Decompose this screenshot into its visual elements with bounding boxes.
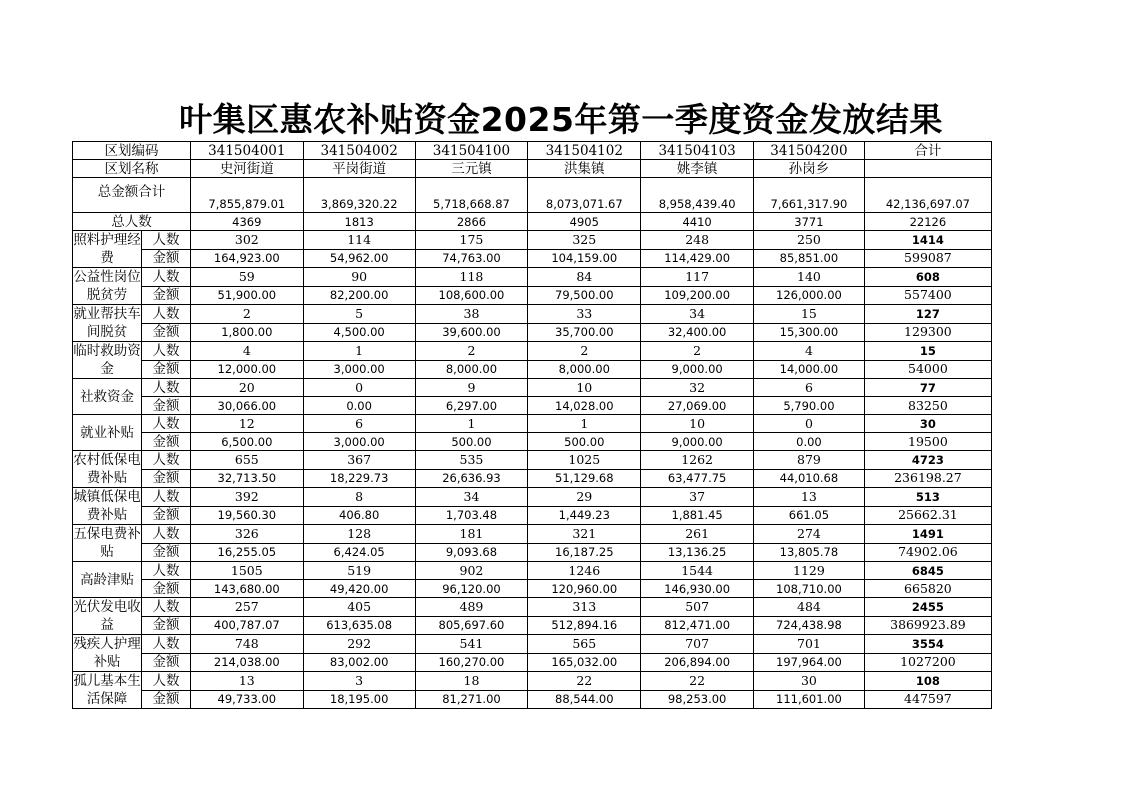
category-amount-row — [73, 690, 992, 709]
amount-cell: 30,066.00 — [190, 397, 303, 415]
amount-cell: 8,000.00 — [528, 360, 641, 379]
amount-cell: 9,000.00 — [641, 433, 754, 451]
category-amount-row — [73, 249, 992, 268]
people-cell: 489 — [415, 598, 528, 617]
people-cell: 2 — [641, 342, 754, 361]
amount-cell: 12,000.00 — [190, 360, 303, 379]
code-cell: 341504001 — [190, 142, 303, 160]
people-cell: 1025 — [528, 451, 641, 470]
people-total-cell: 30 — [864, 415, 991, 433]
people-cell: 13 — [754, 488, 865, 507]
category-name: 就业补贴 — [73, 415, 142, 451]
people-total-cell: 513 — [864, 488, 991, 507]
amount-cell: 49,420.00 — [303, 580, 415, 598]
amount-cell: 83,002.00 — [303, 653, 415, 672]
category-people-row — [73, 305, 992, 324]
total-people-cell: 22126 — [864, 213, 991, 231]
total-amount-cell: 8,073,071.67 — [528, 178, 641, 213]
people-cell: 3 — [303, 672, 415, 691]
category-name: 残疾人护理补贴 — [73, 636, 141, 670]
subsidy-results-table — [72, 141, 992, 709]
category-people-row — [73, 525, 992, 544]
people-cell: 33 — [528, 305, 641, 324]
amount-cell: 0.00 — [754, 433, 865, 451]
people-cell: 10 — [641, 415, 754, 433]
total-amount-cell: 3,869,320.22 — [303, 178, 415, 213]
amount-cell: 197,964.00 — [754, 653, 865, 672]
total-people-cell: 2866 — [415, 213, 528, 231]
amount-cell: 9,000.00 — [641, 360, 754, 379]
amount-cell: 3,000.00 — [303, 360, 415, 379]
amount-cell: 214,038.00 — [190, 653, 303, 672]
category-name: 五保电费补贴 — [73, 526, 141, 560]
amount-cell: 120,960.00 — [528, 580, 641, 598]
people-cell: 292 — [303, 635, 415, 654]
amount-label: 金额 — [142, 360, 191, 379]
amount-total-cell: 447597 — [864, 690, 991, 709]
people-cell: 879 — [754, 451, 865, 470]
amount-cell: 805,697.60 — [415, 616, 528, 635]
people-cell: 902 — [415, 562, 528, 580]
people-label: 人数 — [142, 488, 191, 507]
people-cell: 507 — [641, 598, 754, 617]
amount-total-cell: 74902.06 — [864, 543, 991, 562]
people-cell: 1129 — [754, 562, 865, 580]
people-label: 人数 — [142, 672, 191, 691]
amount-cell: 109,200.00 — [641, 286, 754, 305]
amount-total-cell: 129300 — [864, 323, 991, 342]
amount-label: 金额 — [142, 323, 191, 342]
people-label: 人数 — [142, 598, 191, 617]
people-cell: 90 — [303, 268, 415, 287]
amount-total-cell: 3869923.89 — [864, 616, 991, 635]
amount-cell: 406.80 — [303, 506, 415, 525]
people-cell: 2 — [528, 342, 641, 361]
people-cell: 1505 — [190, 562, 303, 580]
amount-cell: 1,800.00 — [190, 323, 303, 342]
total-amount-cell: 8,958,439.40 — [641, 178, 754, 213]
people-cell: 9 — [415, 379, 528, 397]
people-cell: 1 — [415, 415, 528, 433]
amount-cell: 32,713.50 — [190, 469, 303, 488]
people-label: 人数 — [142, 415, 191, 433]
amount-cell: 108,710.00 — [754, 580, 865, 598]
people-cell: 18 — [415, 672, 528, 691]
total-people-label: 总人数 — [73, 213, 191, 231]
amount-cell: 39,600.00 — [415, 323, 528, 342]
total-people-row — [73, 213, 992, 231]
amount-total-cell: 54000 — [864, 360, 991, 379]
people-total-cell: 15 — [864, 342, 991, 361]
people-cell: 748 — [190, 635, 303, 654]
people-total-cell: 108 — [864, 672, 991, 691]
amount-cell: 661.05 — [754, 506, 865, 525]
people-cell: 13 — [190, 672, 303, 691]
people-cell: 5 — [303, 305, 415, 324]
amount-cell: 88,544.00 — [528, 690, 641, 709]
amount-cell: 74,763.00 — [415, 249, 528, 268]
amount-cell: 51,129.68 — [528, 469, 641, 488]
category-name: 临时救助资金 — [73, 343, 141, 377]
people-cell: 140 — [754, 268, 865, 287]
amount-cell: 54,962.00 — [303, 249, 415, 268]
amount-cell: 512,894.16 — [528, 616, 641, 635]
people-cell: 6 — [754, 379, 865, 397]
amount-label: 金额 — [142, 616, 191, 635]
people-label: 人数 — [142, 451, 191, 470]
amount-cell: 500.00 — [415, 433, 528, 451]
amount-cell: 81,271.00 — [415, 690, 528, 709]
people-total-cell: 1491 — [864, 525, 991, 544]
amount-cell: 0.00 — [303, 397, 415, 415]
amount-cell: 400,787.07 — [190, 616, 303, 635]
amount-total-cell: 1027200 — [864, 653, 991, 672]
category-name: 高龄津贴 — [73, 562, 142, 598]
amount-label: 金额 — [142, 286, 191, 305]
amount-total-cell: 83250 — [864, 397, 991, 415]
amount-cell: 16,187.25 — [528, 543, 641, 562]
amount-cell: 1,881.45 — [641, 506, 754, 525]
people-cell: 367 — [303, 451, 415, 470]
amount-total-cell: 665820 — [864, 580, 991, 598]
people-cell: 117 — [641, 268, 754, 287]
amount-cell: 79,500.00 — [528, 286, 641, 305]
amount-label: 金额 — [142, 506, 191, 525]
people-cell: 1 — [303, 342, 415, 361]
people-cell: 1 — [528, 415, 641, 433]
people-cell: 22 — [528, 672, 641, 691]
name-cell: 孙岗乡 — [754, 160, 865, 178]
amount-cell: 5,790.00 — [754, 397, 865, 415]
category-people-row — [73, 342, 992, 361]
category-people-row — [73, 672, 992, 691]
category-people-row — [73, 488, 992, 507]
category-people-row — [73, 415, 992, 433]
people-cell: 2 — [415, 342, 528, 361]
people-cell: 4 — [190, 342, 303, 361]
amount-cell: 104,159.00 — [528, 249, 641, 268]
category-amount-row — [73, 360, 992, 379]
people-cell: 37 — [641, 488, 754, 507]
amount-cell: 108,600.00 — [415, 286, 528, 305]
total-header-cell: 合计 — [864, 142, 991, 160]
total-people-cell: 4369 — [190, 213, 303, 231]
amount-label: 金额 — [142, 397, 191, 415]
amount-cell: 6,500.00 — [190, 433, 303, 451]
name-row — [73, 160, 992, 178]
category-amount-row — [73, 580, 992, 598]
amount-cell: 14,000.00 — [754, 360, 865, 379]
total-people-cell: 1813 — [303, 213, 415, 231]
people-cell: 261 — [641, 525, 754, 544]
people-cell: 114 — [303, 231, 415, 250]
name-cell: 三元镇 — [415, 160, 528, 178]
people-label: 人数 — [142, 268, 191, 287]
page-title: 叶集区惠农补贴资金2025年第一季度资金发放结果 — [179, 100, 943, 139]
people-cell: 20 — [190, 379, 303, 397]
people-cell: 325 — [528, 231, 641, 250]
amount-cell: 18,195.00 — [303, 690, 415, 709]
people-cell: 6 — [303, 415, 415, 433]
name-cell — [864, 160, 991, 178]
category-amount-row — [73, 653, 992, 672]
people-cell: 32 — [641, 379, 754, 397]
people-cell: 8 — [303, 488, 415, 507]
people-cell: 29 — [528, 488, 641, 507]
people-cell: 405 — [303, 598, 415, 617]
people-cell: 701 — [754, 635, 865, 654]
people-cell: 10 — [528, 379, 641, 397]
category-amount-row — [73, 543, 992, 562]
category-name: 社救资金 — [73, 379, 142, 415]
name-cell: 平岗街道 — [303, 160, 415, 178]
amount-cell: 18,229.73 — [303, 469, 415, 488]
people-cell: 313 — [528, 598, 641, 617]
people-cell: 175 — [415, 231, 528, 250]
people-cell: 1544 — [641, 562, 754, 580]
amount-cell: 164,923.00 — [190, 249, 303, 268]
amount-label: 金额 — [142, 433, 191, 451]
name-cell: 洪集镇 — [528, 160, 641, 178]
category-people-row — [73, 451, 992, 470]
code-cell: 341504200 — [754, 142, 865, 160]
people-cell: 541 — [415, 635, 528, 654]
total-amount-cell: 5,718,668.87 — [415, 178, 528, 213]
amount-label: 金额 — [142, 580, 191, 598]
category-people-row — [73, 598, 992, 617]
amount-cell: 3,000.00 — [303, 433, 415, 451]
people-label: 人数 — [142, 305, 191, 324]
amount-cell: 1,449.23 — [528, 506, 641, 525]
category-name: 农村低保电费补贴 — [73, 452, 141, 486]
amount-cell: 27,069.00 — [641, 397, 754, 415]
total-amount-cell: 42,136,697.07 — [864, 178, 991, 213]
amount-cell: 812,471.00 — [641, 616, 754, 635]
amount-label: 金额 — [142, 249, 191, 268]
category-amount-row — [73, 469, 992, 488]
people-cell: 181 — [415, 525, 528, 544]
name-label: 区划名称 — [73, 160, 191, 178]
total-amount-label: 总金额合计 — [73, 178, 191, 213]
people-cell: 34 — [641, 305, 754, 324]
people-cell: 274 — [754, 525, 865, 544]
amount-cell: 206,894.00 — [641, 653, 754, 672]
people-cell: 302 — [190, 231, 303, 250]
category-people-row — [73, 231, 992, 250]
amount-cell: 9,093.68 — [415, 543, 528, 562]
amount-cell: 143,680.00 — [190, 580, 303, 598]
category-people-row — [73, 379, 992, 397]
amount-cell: 6,297.00 — [415, 397, 528, 415]
amount-total-cell: 557400 — [864, 286, 991, 305]
people-cell: 707 — [641, 635, 754, 654]
people-cell: 15 — [754, 305, 865, 324]
amount-cell: 13,805.78 — [754, 543, 865, 562]
category-name: 城镇低保电费补贴 — [73, 489, 141, 523]
amount-total-cell: 19500 — [864, 433, 991, 451]
total-people-cell: 4410 — [641, 213, 754, 231]
people-cell: 1246 — [528, 562, 641, 580]
amount-cell: 26,636.93 — [415, 469, 528, 488]
amount-cell: 19,560.30 — [190, 506, 303, 525]
people-cell: 0 — [303, 379, 415, 397]
amount-cell: 82,200.00 — [303, 286, 415, 305]
amount-cell: 96,120.00 — [415, 580, 528, 598]
code-cell: 341504002 — [303, 142, 415, 160]
people-cell: 326 — [190, 525, 303, 544]
amount-cell: 35,700.00 — [528, 323, 641, 342]
code-cell: 341504100 — [415, 142, 528, 160]
category-amount-row — [73, 323, 992, 342]
category-amount-row — [73, 397, 992, 415]
category-amount-row — [73, 433, 992, 451]
total-people-cell: 4905 — [528, 213, 641, 231]
people-cell: 4 — [754, 342, 865, 361]
people-total-cell: 6845 — [864, 562, 991, 580]
amount-cell: 8,000.00 — [415, 360, 528, 379]
people-total-cell: 77 — [864, 379, 991, 397]
category-name: 孤儿基本生活保障 — [73, 673, 141, 707]
code-cell: 341504103 — [641, 142, 754, 160]
people-cell: 22 — [641, 672, 754, 691]
total-amount-cell: 7,661,317.90 — [754, 178, 865, 213]
amount-cell: 85,851.00 — [754, 249, 865, 268]
people-cell: 84 — [528, 268, 641, 287]
people-cell: 118 — [415, 268, 528, 287]
people-cell: 321 — [528, 525, 641, 544]
category-people-row — [73, 268, 992, 287]
amount-cell: 114,429.00 — [641, 249, 754, 268]
people-cell: 30 — [754, 672, 865, 691]
people-cell: 12 — [190, 415, 303, 433]
people-cell: 655 — [190, 451, 303, 470]
total-amount-row — [73, 178, 992, 213]
people-total-cell: 3554 — [864, 635, 991, 654]
category-name: 就业帮扶车间脱贫 — [73, 306, 141, 340]
people-cell: 128 — [303, 525, 415, 544]
people-cell: 0 — [754, 415, 865, 433]
people-cell: 2 — [190, 305, 303, 324]
amount-cell: 14,028.00 — [528, 397, 641, 415]
amount-label: 金额 — [142, 469, 191, 488]
amount-cell: 1,703.48 — [415, 506, 528, 525]
amount-cell: 16,255.05 — [190, 543, 303, 562]
people-cell: 257 — [190, 598, 303, 617]
category-name: 光伏发电收益 — [73, 599, 141, 633]
amount-cell: 500.00 — [528, 433, 641, 451]
amount-cell: 146,930.00 — [641, 580, 754, 598]
people-cell: 248 — [641, 231, 754, 250]
people-cell: 34 — [415, 488, 528, 507]
code-row — [73, 142, 992, 160]
amount-cell: 32,400.00 — [641, 323, 754, 342]
code-label: 区划编码 — [73, 142, 191, 160]
amount-cell: 63,477.75 — [641, 469, 754, 488]
amount-cell: 15,300.00 — [754, 323, 865, 342]
amount-total-cell: 599087 — [864, 249, 991, 268]
people-label: 人数 — [142, 525, 191, 544]
amount-total-cell: 236198.27 — [864, 469, 991, 488]
category-people-row — [73, 562, 992, 580]
amount-label: 金额 — [142, 543, 191, 562]
people-cell: 519 — [303, 562, 415, 580]
amount-cell: 4,500.00 — [303, 323, 415, 342]
amount-cell: 51,900.00 — [190, 286, 303, 305]
people-cell: 250 — [754, 231, 865, 250]
amount-label: 金额 — [142, 653, 191, 672]
people-total-cell: 608 — [864, 268, 991, 287]
people-cell: 38 — [415, 305, 528, 324]
people-label: 人数 — [142, 562, 191, 580]
people-cell: 1262 — [641, 451, 754, 470]
amount-cell: 160,270.00 — [415, 653, 528, 672]
people-label: 人数 — [142, 379, 191, 397]
people-label: 人数 — [142, 635, 191, 654]
amount-cell: 111,601.00 — [754, 690, 865, 709]
people-total-cell: 127 — [864, 305, 991, 324]
amount-cell: 724,438.98 — [754, 616, 865, 635]
amount-cell: 44,010.68 — [754, 469, 865, 488]
category-people-row — [73, 635, 992, 654]
category-amount-row — [73, 616, 992, 635]
name-cell: 姚李镇 — [641, 160, 754, 178]
category-name: 公益性岗位脱贫劳 — [73, 269, 141, 303]
amount-cell: 613,635.08 — [303, 616, 415, 635]
category-amount-row — [73, 506, 992, 525]
people-cell: 565 — [528, 635, 641, 654]
amount-cell: 49,733.00 — [190, 690, 303, 709]
category-name: 照料护理经费 — [73, 232, 141, 266]
amount-total-cell: 25662.31 — [864, 506, 991, 525]
total-people-cell: 3771 — [754, 213, 865, 231]
people-cell: 484 — [754, 598, 865, 617]
people-cell: 59 — [190, 268, 303, 287]
people-label: 人数 — [142, 231, 191, 250]
category-amount-row — [73, 286, 992, 305]
people-cell: 392 — [190, 488, 303, 507]
people-total-cell: 2455 — [864, 598, 991, 617]
people-total-cell: 4723 — [864, 451, 991, 470]
amount-cell: 6,424.05 — [303, 543, 415, 562]
people-label: 人数 — [142, 342, 191, 361]
total-amount-cell: 7,855,879.01 — [190, 178, 303, 213]
amount-cell: 126,000.00 — [754, 286, 865, 305]
amount-label: 金额 — [142, 690, 191, 709]
amount-cell: 13,136.25 — [641, 543, 754, 562]
name-cell: 史河街道 — [190, 160, 303, 178]
code-cell: 341504102 — [528, 142, 641, 160]
amount-cell: 165,032.00 — [528, 653, 641, 672]
people-cell: 535 — [415, 451, 528, 470]
amount-cell: 98,253.00 — [641, 690, 754, 709]
people-total-cell: 1414 — [864, 231, 991, 250]
